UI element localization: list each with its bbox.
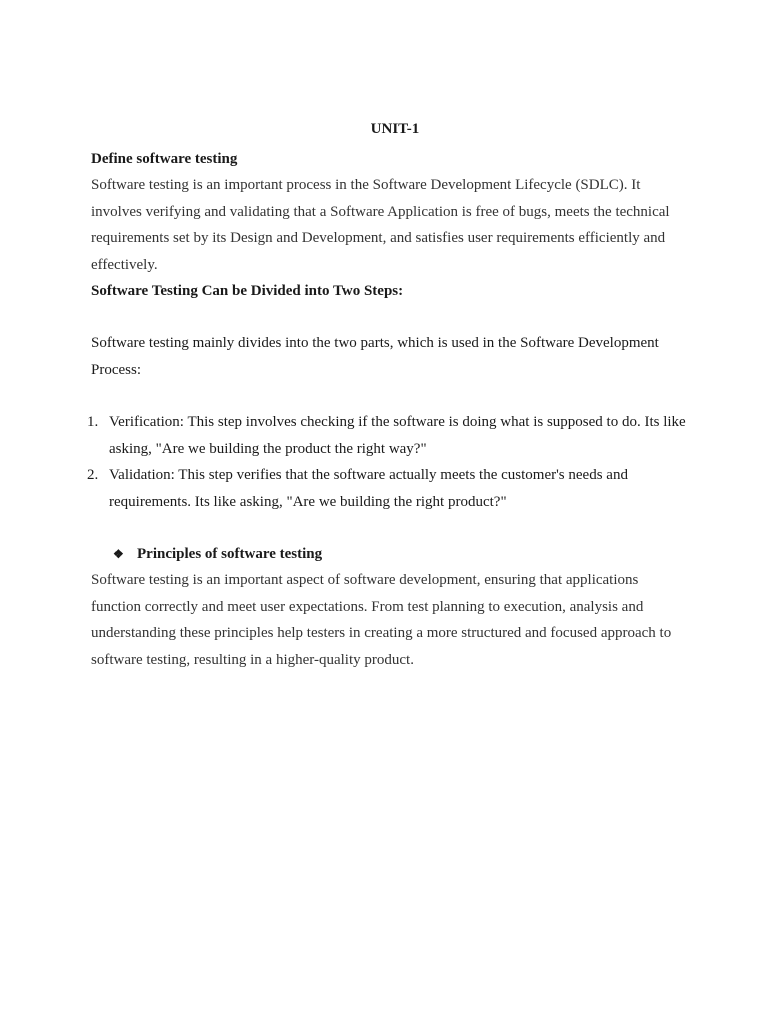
- section-paragraph: Software testing mainly divides into the two parts, which is used in the Software Development Process:: [91, 335, 659, 378]
- list-item-text: Validation: This step verifies that the software actually meets the customer's needs and requirements. Its like asking, "Are we building the right product?": [109, 467, 628, 510]
- section-paragraph: Software testing is an important process in the Software Development Lifecycle (SDLC). It involves verifying and validating that a Software Application is free of bugs, meets the technical requirements set by its Design and Development, and satisfies user requirements efficiently and effectively.: [91, 177, 670, 273]
- section-define-software-testing: [91, 146, 691, 278]
- diamond-bullet-icon: ❖: [113, 547, 124, 561]
- list-item-text: Verification: This step involves checking if the software is doing what is supposed to do. Its like asking, "Are we building the product the right way?": [109, 414, 686, 457]
- section-principles: [91, 541, 691, 673]
- section-paragraph: Software testing is an important aspect of software development, ensuring that applications function correctly and meet user expectations. From test planning to execution, analysis and understanding these principles help testers in creating a more structured and focused approach to software testing, resulting in a higher-quality product.: [91, 572, 672, 668]
- unit-title: UNIT-1: [370, 121, 420, 137]
- bullet-heading: [91, 541, 691, 567]
- spacer: [91, 304, 691, 330]
- spacer: [91, 383, 691, 409]
- section-heading: Principles of software testing: [137, 546, 323, 562]
- list-item-number: 2.: [87, 467, 99, 483]
- section-heading: Define software testing: [91, 151, 238, 167]
- list-item-number: 1.: [87, 414, 99, 430]
- steps-list: [87, 409, 687, 515]
- list-item: [87, 409, 687, 462]
- list-item: [87, 462, 687, 515]
- spacer: [91, 515, 691, 541]
- section-heading: Software Testing Can be Divided into Two Steps:: [91, 283, 404, 299]
- section-two-steps: [87, 278, 691, 515]
- document-page: [87, 116, 691, 673]
